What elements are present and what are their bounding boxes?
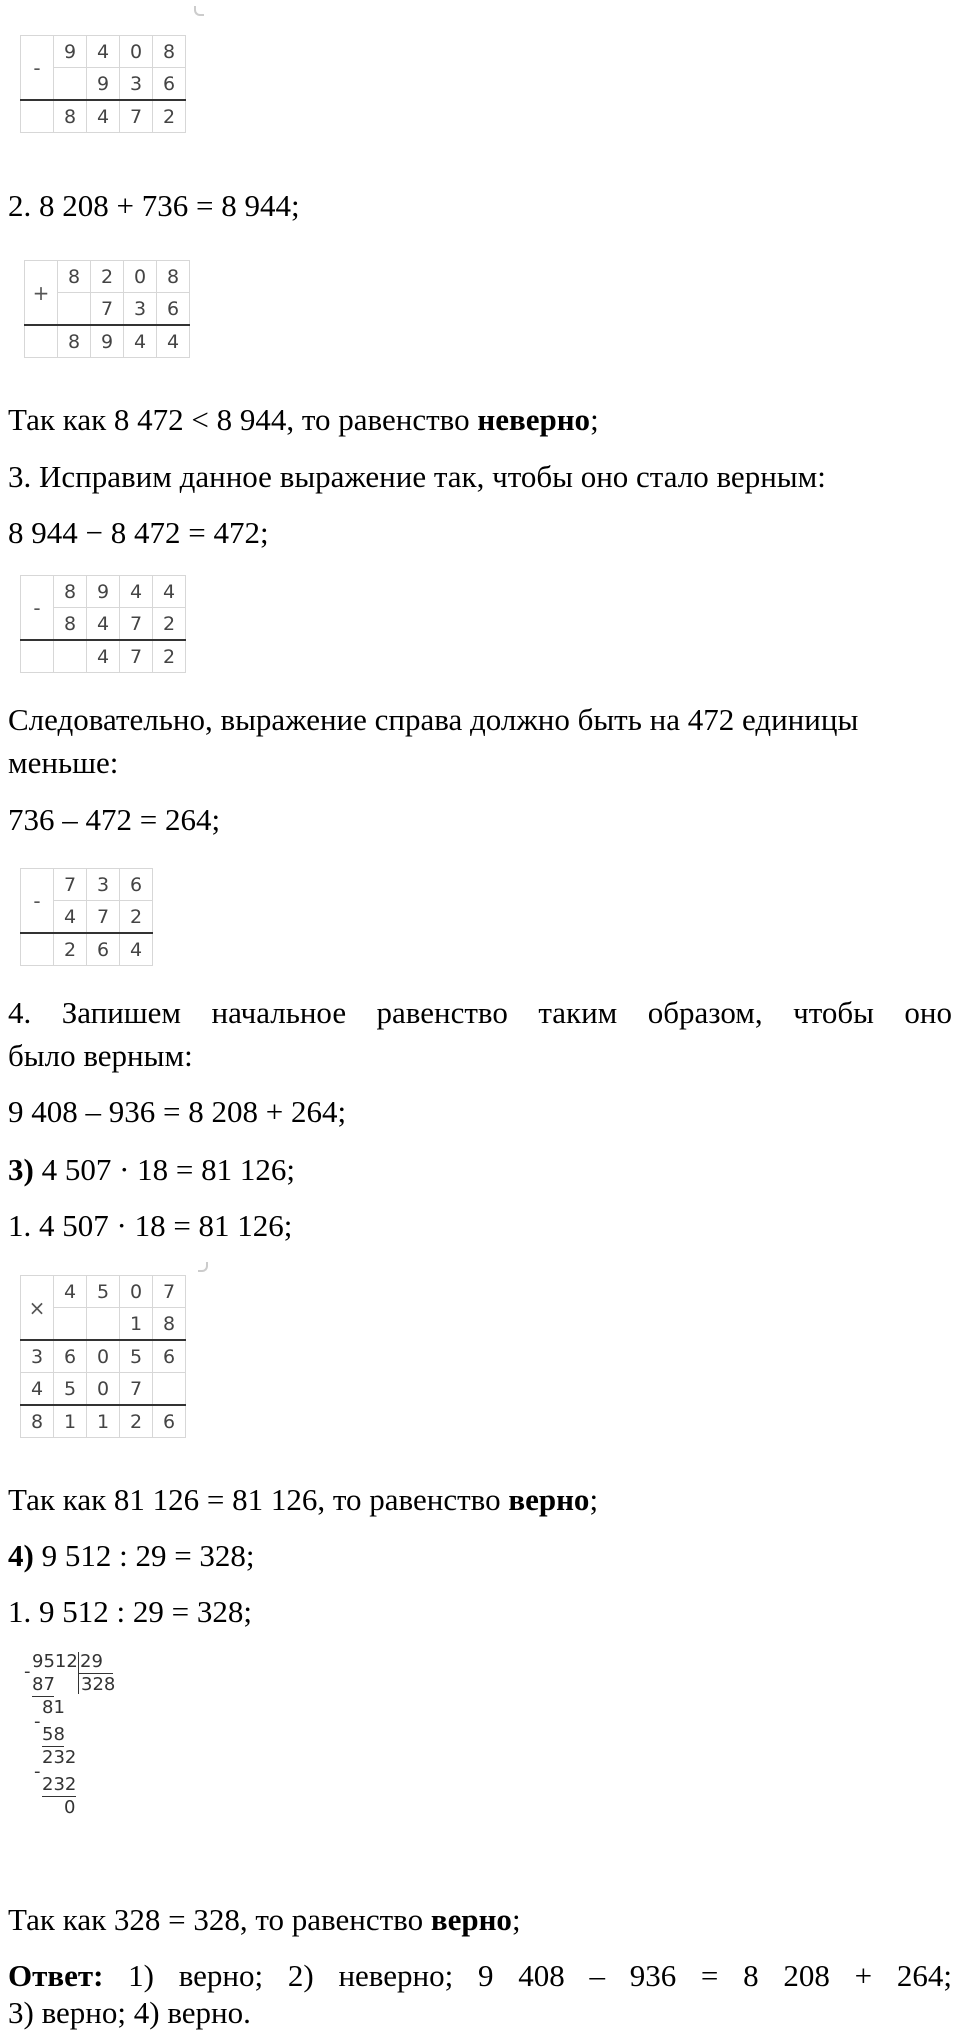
digit: 3 — [87, 869, 120, 901]
digit: 7 — [153, 1276, 186, 1308]
digit: 7 — [91, 293, 124, 326]
minus-sign: - — [24, 1661, 31, 1682]
step-4-line-a: 4. Запишем начальное равенство таким образом, чтобы оно — [8, 995, 952, 1030]
step-4-line-b: было верным: — [8, 1038, 193, 1073]
digit: 0 — [87, 1373, 120, 1406]
long-division — [24, 1650, 134, 1850]
difference-line: 8 944 − 8 472 = 472; — [8, 515, 269, 550]
dividend: 9512 — [32, 1651, 78, 1672]
operator: × — [21, 1276, 54, 1341]
digit: 8 — [21, 1405, 54, 1438]
digit — [54, 640, 87, 673]
digit: 1 — [120, 1308, 153, 1341]
multiplication-grid — [20, 1275, 186, 1438]
subtrahend-1: 87 — [32, 1674, 55, 1695]
digit: 4 — [124, 325, 157, 358]
empty-cell — [21, 933, 54, 966]
subtraction-grid-3 — [20, 868, 153, 966]
digit — [153, 1373, 186, 1406]
digit: 0 — [120, 36, 153, 68]
digit: 4 — [87, 608, 120, 641]
digit: 5 — [120, 1340, 153, 1373]
subtrahend-3: 232 — [42, 1774, 77, 1795]
digit — [58, 293, 91, 326]
operator: - — [21, 576, 54, 641]
digit: 7 — [87, 901, 120, 934]
operator: - — [21, 869, 54, 934]
minus-sign: - — [34, 1711, 41, 1732]
conclusion-line-b: меньше: — [8, 745, 119, 780]
digit: 8 — [54, 608, 87, 641]
step-3-line: 3. Исправим данное выражение так, чтобы оно стало верным: — [8, 459, 826, 494]
conclusion-line-a: Следовательно, выражение справа должно быть на 472 единицы — [8, 702, 859, 737]
digit — [54, 68, 87, 101]
addition-grid — [24, 260, 190, 358]
remainder-3: 0 — [64, 1797, 76, 1818]
digit: 8 — [54, 576, 87, 608]
digit: 8 — [58, 325, 91, 358]
operator: - — [21, 36, 54, 101]
digit: 4 — [21, 1373, 54, 1406]
digit: 2 — [153, 640, 186, 673]
digit: 4 — [153, 576, 186, 608]
empty-cell — [21, 640, 54, 673]
digit: 8 — [54, 100, 87, 133]
digit — [54, 1308, 87, 1341]
digit: 5 — [87, 1276, 120, 1308]
digit: 0 — [87, 1340, 120, 1373]
digit: 4 — [87, 36, 120, 68]
digit: 6 — [153, 68, 186, 101]
digit: 3 — [120, 68, 153, 101]
corner-mark — [198, 1262, 208, 1272]
task-4-heading: 4) 9 512 : 29 = 328; — [8, 1538, 255, 1573]
digit: 9 — [54, 36, 87, 68]
digit: 8 — [58, 261, 91, 293]
digit: 2 — [54, 933, 87, 966]
digit: 6 — [153, 1340, 186, 1373]
digit: 2 — [120, 901, 153, 934]
digit: 3 — [124, 293, 157, 326]
digit: 8 — [157, 261, 190, 293]
digit: 7 — [120, 640, 153, 673]
task-4-step-1: 1. 9 512 : 29 = 328; — [8, 1594, 252, 1629]
empty-cell — [25, 325, 58, 358]
subtraction-grid-1 — [20, 35, 186, 133]
digit: 6 — [157, 293, 190, 326]
digit: 2 — [153, 608, 186, 641]
digit: 3 — [21, 1340, 54, 1373]
task-3-step-1: 1. 4 507 · 18 = 81 126; — [8, 1208, 293, 1243]
digit: 9 — [91, 325, 124, 358]
digit: 6 — [87, 933, 120, 966]
digit: 0 — [120, 1276, 153, 1308]
minus-sign: - — [34, 1761, 41, 1782]
digit: 8 — [153, 1308, 186, 1341]
comparison-line-2: Так как 81 126 = 81 126, то равенство верно; — [8, 1482, 599, 1517]
subtrahend-2: 58 — [42, 1724, 65, 1745]
digit: 0 — [124, 261, 157, 293]
subtraction-line: 736 – 472 = 264; — [8, 802, 221, 837]
digit — [87, 1308, 120, 1341]
answer-line-a: Ответ: 1) верно; 2) неверно; 9 408 – 936 = 8 208 + 264; — [8, 1958, 952, 1993]
digit: 1 — [54, 1405, 87, 1438]
digit: 7 — [120, 608, 153, 641]
digit: 8 — [153, 36, 186, 68]
digit: 4 — [120, 933, 153, 966]
step-2-line: 2. 8 208 + 736 = 8 944; — [8, 188, 300, 223]
remainder-1: 81 — [42, 1697, 65, 1718]
digit: 4 — [120, 576, 153, 608]
digit: 1 — [87, 1405, 120, 1438]
digit: 7 — [120, 1373, 153, 1406]
empty-cell — [21, 100, 54, 133]
digit: 4 — [157, 325, 190, 358]
operator: + — [25, 261, 58, 326]
divisor: 29 — [80, 1651, 103, 1672]
digit: 9 — [87, 576, 120, 608]
digit: 6 — [54, 1340, 87, 1373]
quotient: 328 — [81, 1674, 116, 1695]
digit: 7 — [120, 100, 153, 133]
digit: 2 — [153, 100, 186, 133]
digit: 9 — [87, 68, 120, 101]
corner-mark — [194, 6, 204, 16]
digit: 4 — [87, 640, 120, 673]
comparison-line-1: Так как 8 472 < 8 944, то равенство неверно; — [8, 402, 599, 437]
digit: 2 — [120, 1405, 153, 1438]
subtraction-grid-2 — [20, 575, 186, 673]
corrected-equation: 9 408 – 936 = 8 208 + 264; — [8, 1094, 347, 1129]
digit: 6 — [153, 1405, 186, 1438]
digit: 4 — [87, 100, 120, 133]
answer-line-b: 3) верно; 4) верно. — [8, 1995, 251, 2030]
comparison-line-3: Так как 328 = 328, то равенство верно; — [8, 1902, 521, 1937]
task-3-heading: 3) 4 507 · 18 = 81 126; — [8, 1152, 295, 1187]
remainder-2: 232 — [42, 1747, 77, 1768]
digit: 2 — [91, 261, 124, 293]
digit: 4 — [54, 901, 87, 934]
digit: 5 — [54, 1373, 87, 1406]
digit: 6 — [120, 869, 153, 901]
digit: 4 — [54, 1276, 87, 1308]
digit: 7 — [54, 869, 87, 901]
